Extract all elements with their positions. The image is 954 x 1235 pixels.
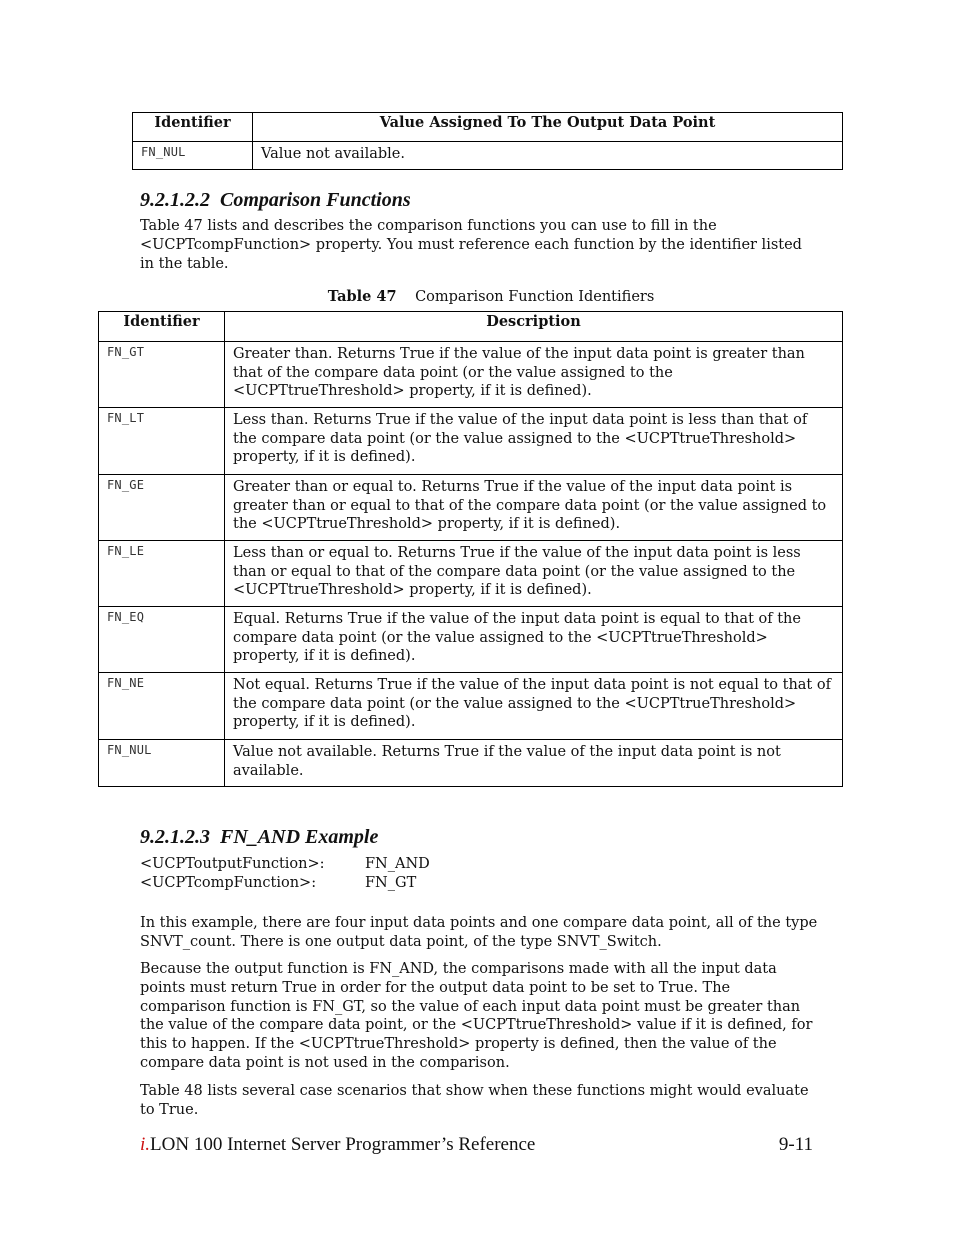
identifier-cell: FN_LE — [99, 541, 225, 607]
setting-row — [140, 874, 740, 893]
description-cell: Greater than. Returns True if the value of the input data point is greater than that of the compare data point (or the value assigned to the <UCPTtrueThreshold> property, if it is defined). — [225, 342, 843, 408]
description-cell: Less than or equal to. Returns True if the value of the input data point is less than or equal to that of the compare data point (or the value assigned to the <UCPTtrueThreshold> property, if it is defined). — [225, 541, 843, 607]
table-caption-label: Table 47 — [327, 288, 397, 305]
table-row — [99, 342, 843, 408]
table-caption — [0, 288, 954, 305]
setting-value: FN_GT — [365, 874, 417, 891]
section-heading-comparison: 9.2.1.2.2 Comparison Functions — [140, 189, 411, 211]
section-heading-example: 9.2.1.2.3 FN_AND Example — [140, 826, 379, 848]
settings-list — [140, 855, 740, 893]
example-paragraph: Because the output function is FN_AND, the comparisons made with all the input data points must return True in order for the output data point to be set to True. The comparison function is FN_GT, so the value of each input data point must be greater than the value of the compare data point, or the <UCPTtrueThreshold> value if it is defined, for this to happen. If the <UCPTtrueThreshold> property is defined, then the value of the compare data point is not used in the comparison. — [140, 961, 813, 1071]
identifier-cell: FN_GE — [99, 475, 225, 541]
table-row — [99, 541, 843, 607]
description-cell: Greater than or equal to. Returns True if the value of the input data point is greater than or equal to that of the compare data point (or the value assigned to the <UCPTtrueThreshold> property, if it is defined). — [225, 475, 843, 541]
footer-document-title: LON 100 Internet Server Programmer’s Reference — [150, 1134, 536, 1155]
comparison-function-table — [98, 311, 843, 787]
table-header-row — [133, 113, 843, 142]
table-row — [99, 408, 843, 475]
example-paragraph: Table 48 lists several case scenarios that show when these functions might would evaluate to True. — [140, 1083, 809, 1118]
table-header-row — [99, 312, 843, 342]
description-cell: Equal. Returns True if the value of the input data point is equal to that of the compare data point (or the value assigned to the <UCPTtrueThreshold> property, if it is defined). — [225, 607, 843, 673]
table-caption-text: Comparison Function Identifiers — [415, 289, 655, 305]
description-cell: Value not available. — [253, 142, 843, 170]
identifier-cell: FN_EQ — [99, 607, 225, 673]
table-row — [133, 142, 843, 170]
column-header-description: Description — [225, 312, 843, 342]
identifier-cell: FN_NUL — [99, 740, 225, 787]
table-row — [99, 673, 843, 740]
setting-value: FN_AND — [365, 856, 430, 872]
setting-key: <UCPToutputFunction>: — [140, 856, 325, 872]
example-paragraph: In this example, there are four input data points and one compare data point, all of the type SNVT_count. There is one output data point, of the type SNVT_Switch. — [140, 915, 818, 950]
identifier-cell: FN_GT — [99, 342, 225, 408]
column-header-identifier: Identifier — [133, 113, 253, 142]
column-header-identifier: Identifier — [99, 312, 225, 342]
table-row — [99, 607, 843, 673]
output-value-table — [132, 112, 843, 170]
identifier-cell: FN_NUL — [133, 142, 253, 170]
setting-row — [140, 855, 740, 874]
page-number: 9-11 — [778, 1134, 813, 1155]
column-header-value: Value Assigned To The Output Data Point — [253, 113, 843, 142]
table-row — [99, 740, 843, 787]
footer-title — [140, 1134, 535, 1156]
description-cell: Value not available. Returns True if the value of the input data point is not available. — [225, 740, 843, 787]
brand-prefix: i. — [140, 1134, 151, 1155]
setting-key: <UCPTcompFunction>: — [140, 874, 317, 891]
comparison-intro-paragraph: Table 47 lists and describes the comparison functions you can use to fill in the <UCPTcompFunction> property. You must reference each function by the identifier listed in the table. — [140, 218, 802, 272]
identifier-cell: FN_NE — [99, 673, 225, 740]
identifier-cell: FN_LT — [99, 408, 225, 475]
description-cell: Less than. Returns True if the value of the input data point is less than that of the compare data point (or the value assigned to the <UCPTtrueThreshold> property, if it is defined). — [225, 408, 843, 475]
table-row — [99, 475, 843, 541]
description-cell: Not equal. Returns True if the value of the input data point is not equal to that of the compare data point (or the value assigned to the <UCPTtrueThreshold> property, if it is defined). — [225, 673, 843, 740]
